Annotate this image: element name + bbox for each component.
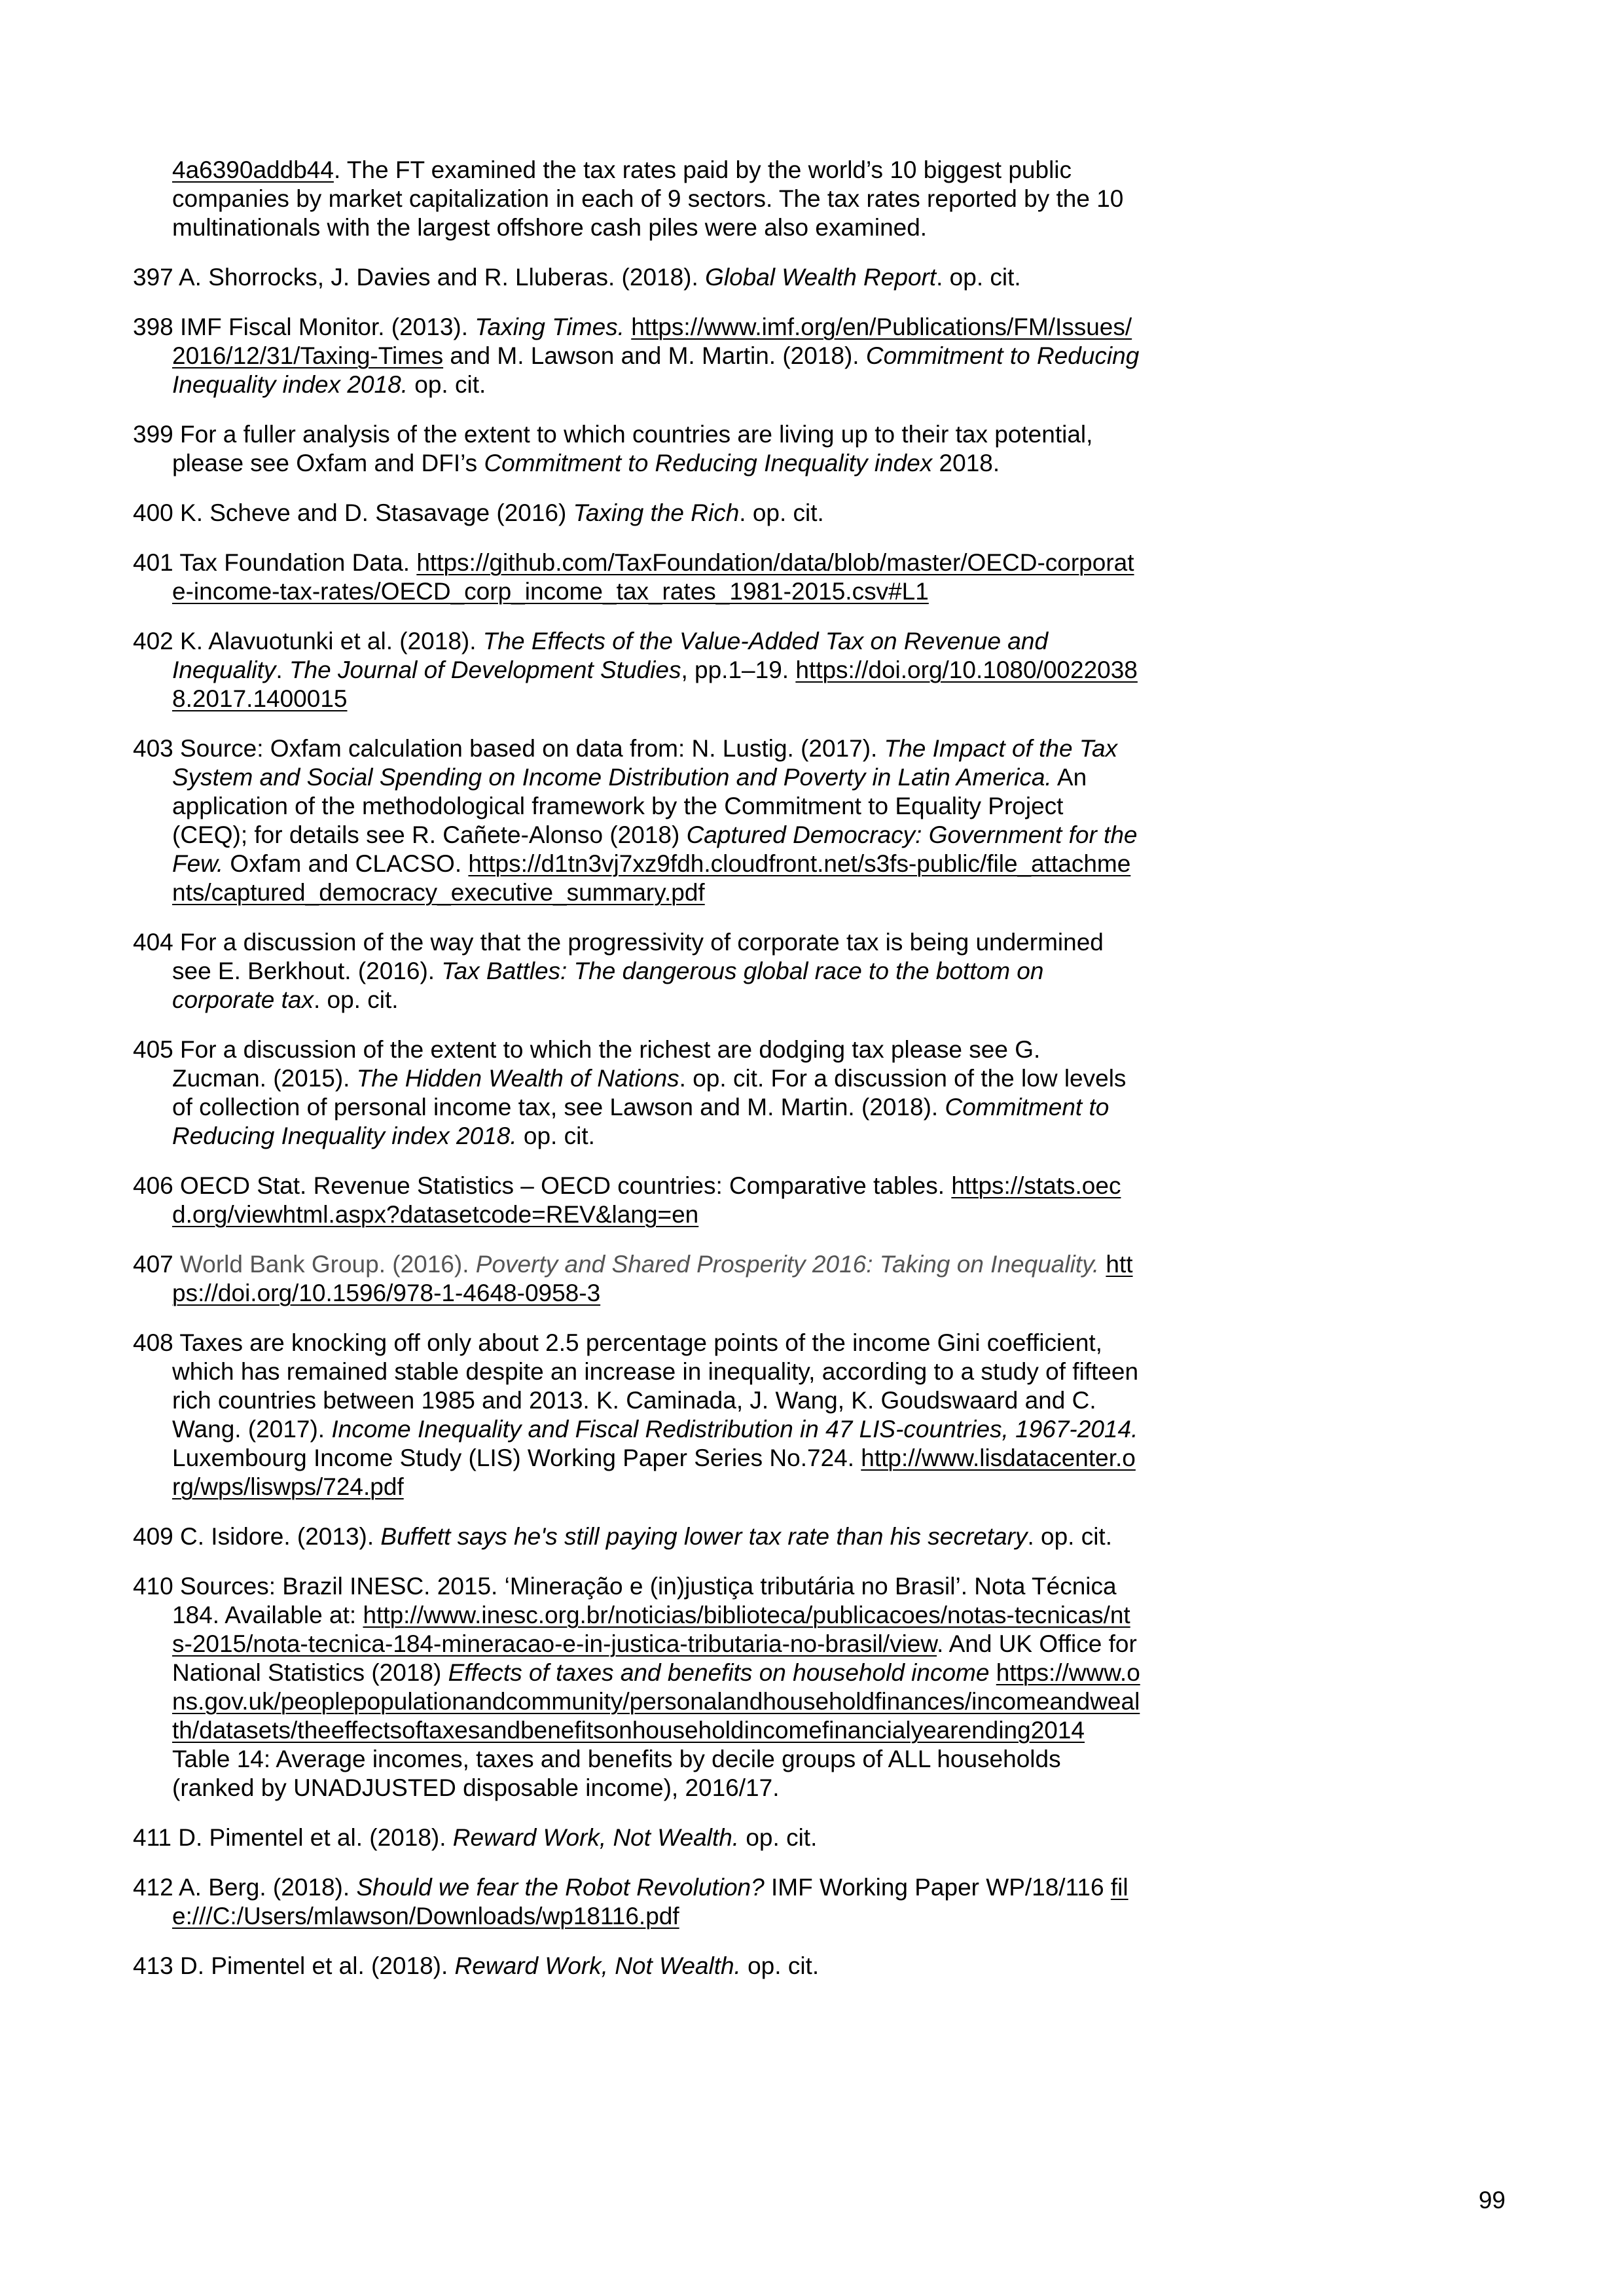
endnote-403-title-2: Captured Democracy: Government for the Few.	[172, 821, 1138, 877]
endnote-412-text-2: IMF Working Paper WP/18/116	[764, 1874, 1111, 1901]
endnote-403-title: The Impact of the Tax System and Social Spending on Income Distribution and Poverty in Latin America.	[172, 735, 1118, 791]
endnotes-list	[133, 156, 1141, 2001]
endnote-405	[133, 1035, 1141, 1151]
endnote-398-title: Taxing Times.	[475, 314, 624, 340]
endnote-410	[133, 1572, 1141, 1803]
endnote-405-title: The Hidden Wealth of Nations	[356, 1065, 679, 1092]
endnote-396-link[interactable]: 4a6390addb44	[172, 156, 334, 183]
endnote-403	[133, 734, 1141, 907]
endnote-411-title: Reward Work, Not Wealth.	[452, 1824, 740, 1851]
endnote-396-continued	[133, 156, 1141, 242]
endnote-409-title: Buffett says he's still paying lower tax rate than his secretary	[380, 1523, 1028, 1550]
endnote-405-text-2: . op. cit. For a discussion of the low levels of collection of personal income tax, see Lawson and M. Martin. (2018).	[172, 1065, 1127, 1121]
endnote-398-title-2: Commitment to Reducing Inequality index 2018.	[172, 342, 1140, 398]
endnote-398-tail: op. cit.	[408, 371, 486, 398]
endnote-408-text-2: Luxembourg Income Study (LIS) Working Paper Series No.724.	[172, 1444, 861, 1471]
endnote-404-title: Tax Battles: The dangerous global race to the bottom on corporate tax	[172, 958, 1044, 1013]
endnote-403-text: 403 Source: Oxfam calculation based on data from: N. Lustig. (2017).	[133, 735, 884, 762]
endnote-405-title-2: Commitment to Reducing Inequality index 2018.	[172, 1094, 1110, 1149]
endnote-397	[133, 263, 1141, 292]
endnote-408-link[interactable]: http://www.lisdatacenter.org/wps/liswps/724.pdf	[172, 1444, 1136, 1500]
endnote-397-title: Global Wealth Report	[705, 264, 937, 291]
endnote-405-tail: op. cit.	[516, 1122, 595, 1149]
endnote-400-text: 400 K. Scheve and D. Stasavage (2016)	[133, 499, 573, 526]
endnote-398-text: 398 IMF Fiscal Monitor. (2013).	[133, 314, 475, 340]
endnote-406	[133, 1172, 1141, 1229]
endnote-412-link[interactable]: file:///C:/Users/mlawson/Downloads/wp18116.pdf	[172, 1874, 1128, 1929]
endnote-399	[133, 420, 1141, 478]
endnote-410-text: 410 Sources: Brazil INESC. 2015. ‘Mineração e (in)justiça tributária no Brasil’. Nota Técnica 184. Available at:	[133, 1573, 1117, 1628]
page-number: 99	[1478, 2187, 1506, 2214]
endnote-413-tail: op. cit.	[740, 1952, 820, 1979]
endnote-401-text: 401 Tax Foundation Data.	[133, 549, 417, 576]
endnote-405-text: 405 For a discussion of the extent to which the richest are dodging tax please see G. Zucman. (2015).	[133, 1036, 1041, 1092]
endnote-409-tail: . op. cit.	[1027, 1523, 1112, 1550]
endnote-410-link-inesc[interactable]: http://www.inesc.org.br/noticias/biblioteca/publicacoes/notas-tecnicas/nts-2015/nota-tecnica-184-mineracao-e-in-justica-tributaria-no-brasil/view	[172, 1602, 1130, 1657]
endnote-404-text: 404 For a discussion of the way that the progressivity of corporate tax is being undermined see E. Berkhout. (2016).	[133, 929, 1104, 984]
endnote-412	[133, 1873, 1141, 1931]
endnote-401	[133, 548, 1141, 606]
endnote-403-text-2: An application of the methodological framework by the Commitment to Equality Project (CEQ); for details see R. Cañete-Alonso (2018)	[172, 764, 1087, 848]
endnote-400-tail: . op. cit.	[739, 499, 824, 526]
endnote-407-author: World Bank Group. (2016).	[180, 1251, 476, 1278]
endnote-402-link[interactable]: https://doi.org/10.1080/00220388.2017.1400015	[172, 656, 1138, 712]
endnote-403-link[interactable]: https://d1tn3vj7xz9fdh.cloudfront.net/s3fs-public/file_attachments/captured_democracy_executive_summary.pdf	[172, 850, 1131, 906]
endnote-411	[133, 1823, 1141, 1852]
endnote-412-text: 412 A. Berg. (2018).	[133, 1874, 357, 1901]
space	[989, 1659, 996, 1686]
endnote-402-text-2: .	[276, 656, 289, 683]
endnote-408	[133, 1329, 1141, 1501]
endnote-403-text-3: Oxfam and CLACSO.	[223, 850, 469, 877]
endnote-410-link-ons[interactable]: https://www.ons.gov.uk/peoplepopulationandcommunity/personalandhouseholdfinances/incomeandwealth/datasets/theeffectsoftaxesandbenefitsonhouseholdincomefinancialyearending2014	[172, 1659, 1140, 1744]
endnote-404-tail: . op. cit.	[313, 986, 399, 1013]
space	[1099, 1251, 1106, 1278]
endnote-404	[133, 928, 1141, 1014]
endnote-398	[133, 313, 1141, 399]
endnote-400	[133, 499, 1141, 528]
endnote-397-text: 397 A. Shorrocks, J. Davies and R. Lluberas. (2018).	[133, 264, 706, 291]
space	[624, 314, 631, 340]
endnote-402-pages: , pp.1–19.	[681, 656, 796, 683]
endnote-410-title: Effects of taxes and benefits on household income	[448, 1659, 990, 1686]
endnote-400-title: Taxing the Rich	[573, 499, 740, 526]
endnote-398-text-2: and M. Lawson and M. Martin. (2018).	[443, 342, 866, 369]
endnote-411-tail: op. cit.	[739, 1824, 818, 1851]
endnote-408-title: Income Inequality and Fiscal Redistribution in 47 LIS-countries, 1967-2014.	[331, 1416, 1138, 1443]
endnote-402-text: 402 K. Alavuotunki et al. (2018).	[133, 628, 483, 655]
endnote-409-text: 409 C. Isidore. (2013).	[133, 1523, 381, 1550]
endnote-397-tail: . op. cit.	[936, 264, 1021, 291]
endnote-399-tail: 2018.	[932, 450, 1000, 476]
endnote-413-text: 413 D. Pimentel et al. (2018).	[133, 1952, 455, 1979]
endnote-410-tail: Table 14: Average incomes, taxes and benefits by decile groups of ALL households (ranked by UNADJUSTED disposable income), 2016/17.	[172, 1746, 1061, 1801]
endnote-407-title: Poverty and Shared Prosperity 2016: Taking on Inequality.	[475, 1251, 1100, 1278]
endnote-412-title: Should we fear the Robot Revolution?	[356, 1874, 765, 1901]
endnote-407-link[interactable]: https://doi.org/10.1596/978-1-4648-0958-3	[172, 1251, 1133, 1306]
endnote-413-title: Reward Work, Not Wealth.	[454, 1952, 741, 1979]
endnote-409	[133, 1522, 1141, 1551]
endnote-407	[133, 1250, 1141, 1308]
endnote-399-text: 399 For a fuller analysis of the extent to which countries are living up to their tax potential, please see Oxfam and DFI’s	[133, 421, 1093, 476]
endnote-398-link[interactable]: https://www.imf.org/en/Publications/FM/Issues/2016/12/31/Taxing-Times	[172, 314, 1132, 369]
endnote-406-text: 406 OECD Stat. Revenue Statistics – OECD countries: Comparative tables.	[133, 1172, 952, 1199]
endnote-402	[133, 627, 1141, 713]
endnote-408-text: 408 Taxes are knocking off only about 2.5 percentage points of the income Gini coefficient, which has remained stable despite an increase in inequality, according to a study of fifteen rich countries between 1985 and 2013. K. Caminada, J. Wang, K. Goudswaard and C. Wang. (2017).	[133, 1329, 1139, 1443]
endnote-402-title: The Effects of the Value-Added Tax on Revenue and Inequality	[172, 628, 1049, 683]
endnote-402-journal: The Journal of Development Studies	[289, 656, 681, 683]
endnote-401-link[interactable]: https://github.com/TaxFoundation/data/blob/master/OECD-corporate-income-tax-rates/OECD_corp_income_tax_rates_1981-2015.csv#L1	[172, 549, 1134, 605]
endnote-399-title: Commitment to Reducing Inequality index	[484, 450, 933, 476]
endnote-410-text-2: . And UK Office for National Statistics (2018)	[172, 1630, 1137, 1686]
endnote-406-link[interactable]: https://stats.oecd.org/viewhtml.aspx?datasetcode=REV&lang=en	[172, 1172, 1121, 1228]
endnote-407-number: 407	[133, 1251, 181, 1278]
endnote-396-text: . The FT examined the tax rates paid by the world’s 10 biggest public companies by market capitalization in each of 9 sectors. The tax rates reported by the 10 multinationals with the largest offshore cash piles were also examined.	[172, 156, 1124, 241]
endnote-413	[133, 1952, 1141, 1981]
endnote-411-text: 411 D. Pimentel et al. (2018).	[133, 1824, 453, 1851]
